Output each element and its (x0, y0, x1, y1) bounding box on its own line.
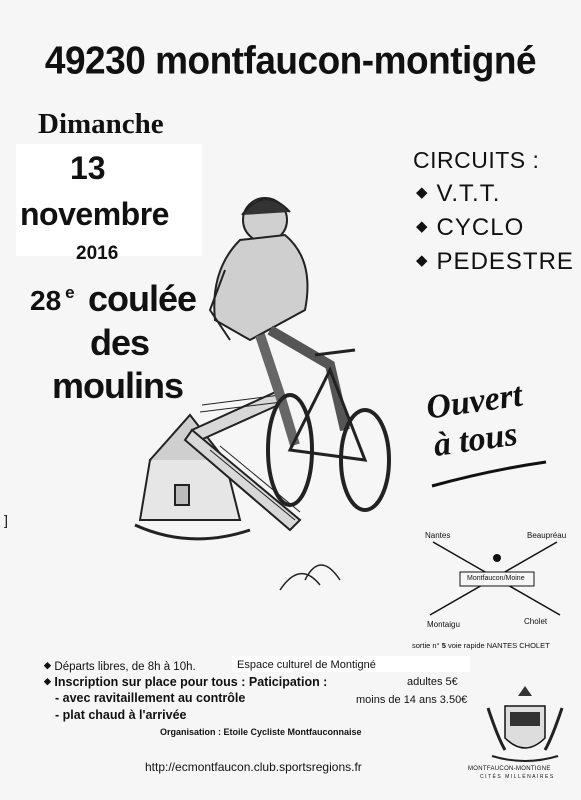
map-label-beaupreau: Beaupréau (527, 531, 567, 540)
exit-prefix: sortie n° (412, 641, 440, 650)
town-crest-icon (480, 678, 570, 768)
info-moins14: moins de 14 ans 3.50€ (356, 694, 468, 706)
edition-num: 28 (30, 285, 62, 316)
info-inscription (44, 675, 327, 689)
crest-line2: CITÉS MILLÉNAIRES (480, 774, 555, 780)
organisation: Organisation : Etoile Cycliste Montfauconnaise (160, 727, 362, 737)
year: 2016 (76, 243, 119, 264)
circuit-vtt (416, 180, 500, 208)
website-url: http://ecmontfaucon.club.sportsregions.fr (145, 760, 362, 774)
edition-suffix: e (65, 283, 75, 302)
underline-stroke (430, 460, 550, 490)
info-adultes: adultes 5€ (407, 676, 458, 688)
circuits-heading: CIRCUITS : (413, 147, 540, 173)
info-departs (44, 659, 196, 673)
info-plat: - plat chaud à l'arrivée (55, 708, 187, 722)
circuit-label: V.T.T. (436, 180, 501, 207)
event-name-line3: moulins (52, 365, 184, 406)
crest-line1: MONTFAUCON-MONTIGNE (468, 766, 551, 772)
open-line1: Ouvert (424, 376, 525, 427)
diamond-bullet-icon: ◆ (416, 252, 429, 269)
diamond-bullet-icon: ◆ (416, 218, 429, 235)
open-line2: à tous (431, 415, 520, 464)
edition-number (30, 283, 79, 317)
margin-mark: ] (4, 512, 8, 528)
event-name-line1: coulée (88, 278, 197, 319)
diamond-bullet-icon: ◆ (44, 660, 51, 670)
exit-suffix: voie rapide NANTES CHOLET (447, 641, 550, 650)
exit-number: 5 (441, 641, 446, 650)
month: novembre (20, 196, 169, 232)
map-label-montaigu: Montaigu (427, 620, 460, 629)
cyclist-windmill-illustration (130, 190, 400, 610)
circuit-label: CYCLO (436, 214, 525, 241)
info-lieu: Espace culturel de Montigné (237, 659, 376, 671)
map-label-nantes: Nantes (425, 531, 451, 540)
poster-title: 49230 montfaucon-montigné (44, 38, 537, 82)
inscription-text: Inscription sur place pour tous : Paticipation : (54, 675, 328, 689)
event-name-line2: des (90, 322, 150, 363)
open-to-all (424, 377, 530, 466)
departs-text: Départs libres, de 8h à 10h. (54, 661, 196, 673)
circuit-pedestre (416, 248, 574, 276)
weekday: Dimanche (38, 108, 164, 140)
day: 13 (70, 150, 106, 186)
diamond-bullet-icon: ◆ (44, 676, 51, 686)
map-label-cholet: Cholet (524, 617, 548, 626)
circuit-label: PEDESTRE (436, 248, 574, 275)
map-label-center: Montfaucon/Moine (467, 575, 525, 582)
map-exit-note (412, 641, 550, 650)
info-ravitaillement: - avec ravitaillement au contrôle (55, 691, 246, 705)
diamond-bullet-icon: ◆ (416, 184, 429, 201)
circuit-cyclo (416, 214, 524, 242)
